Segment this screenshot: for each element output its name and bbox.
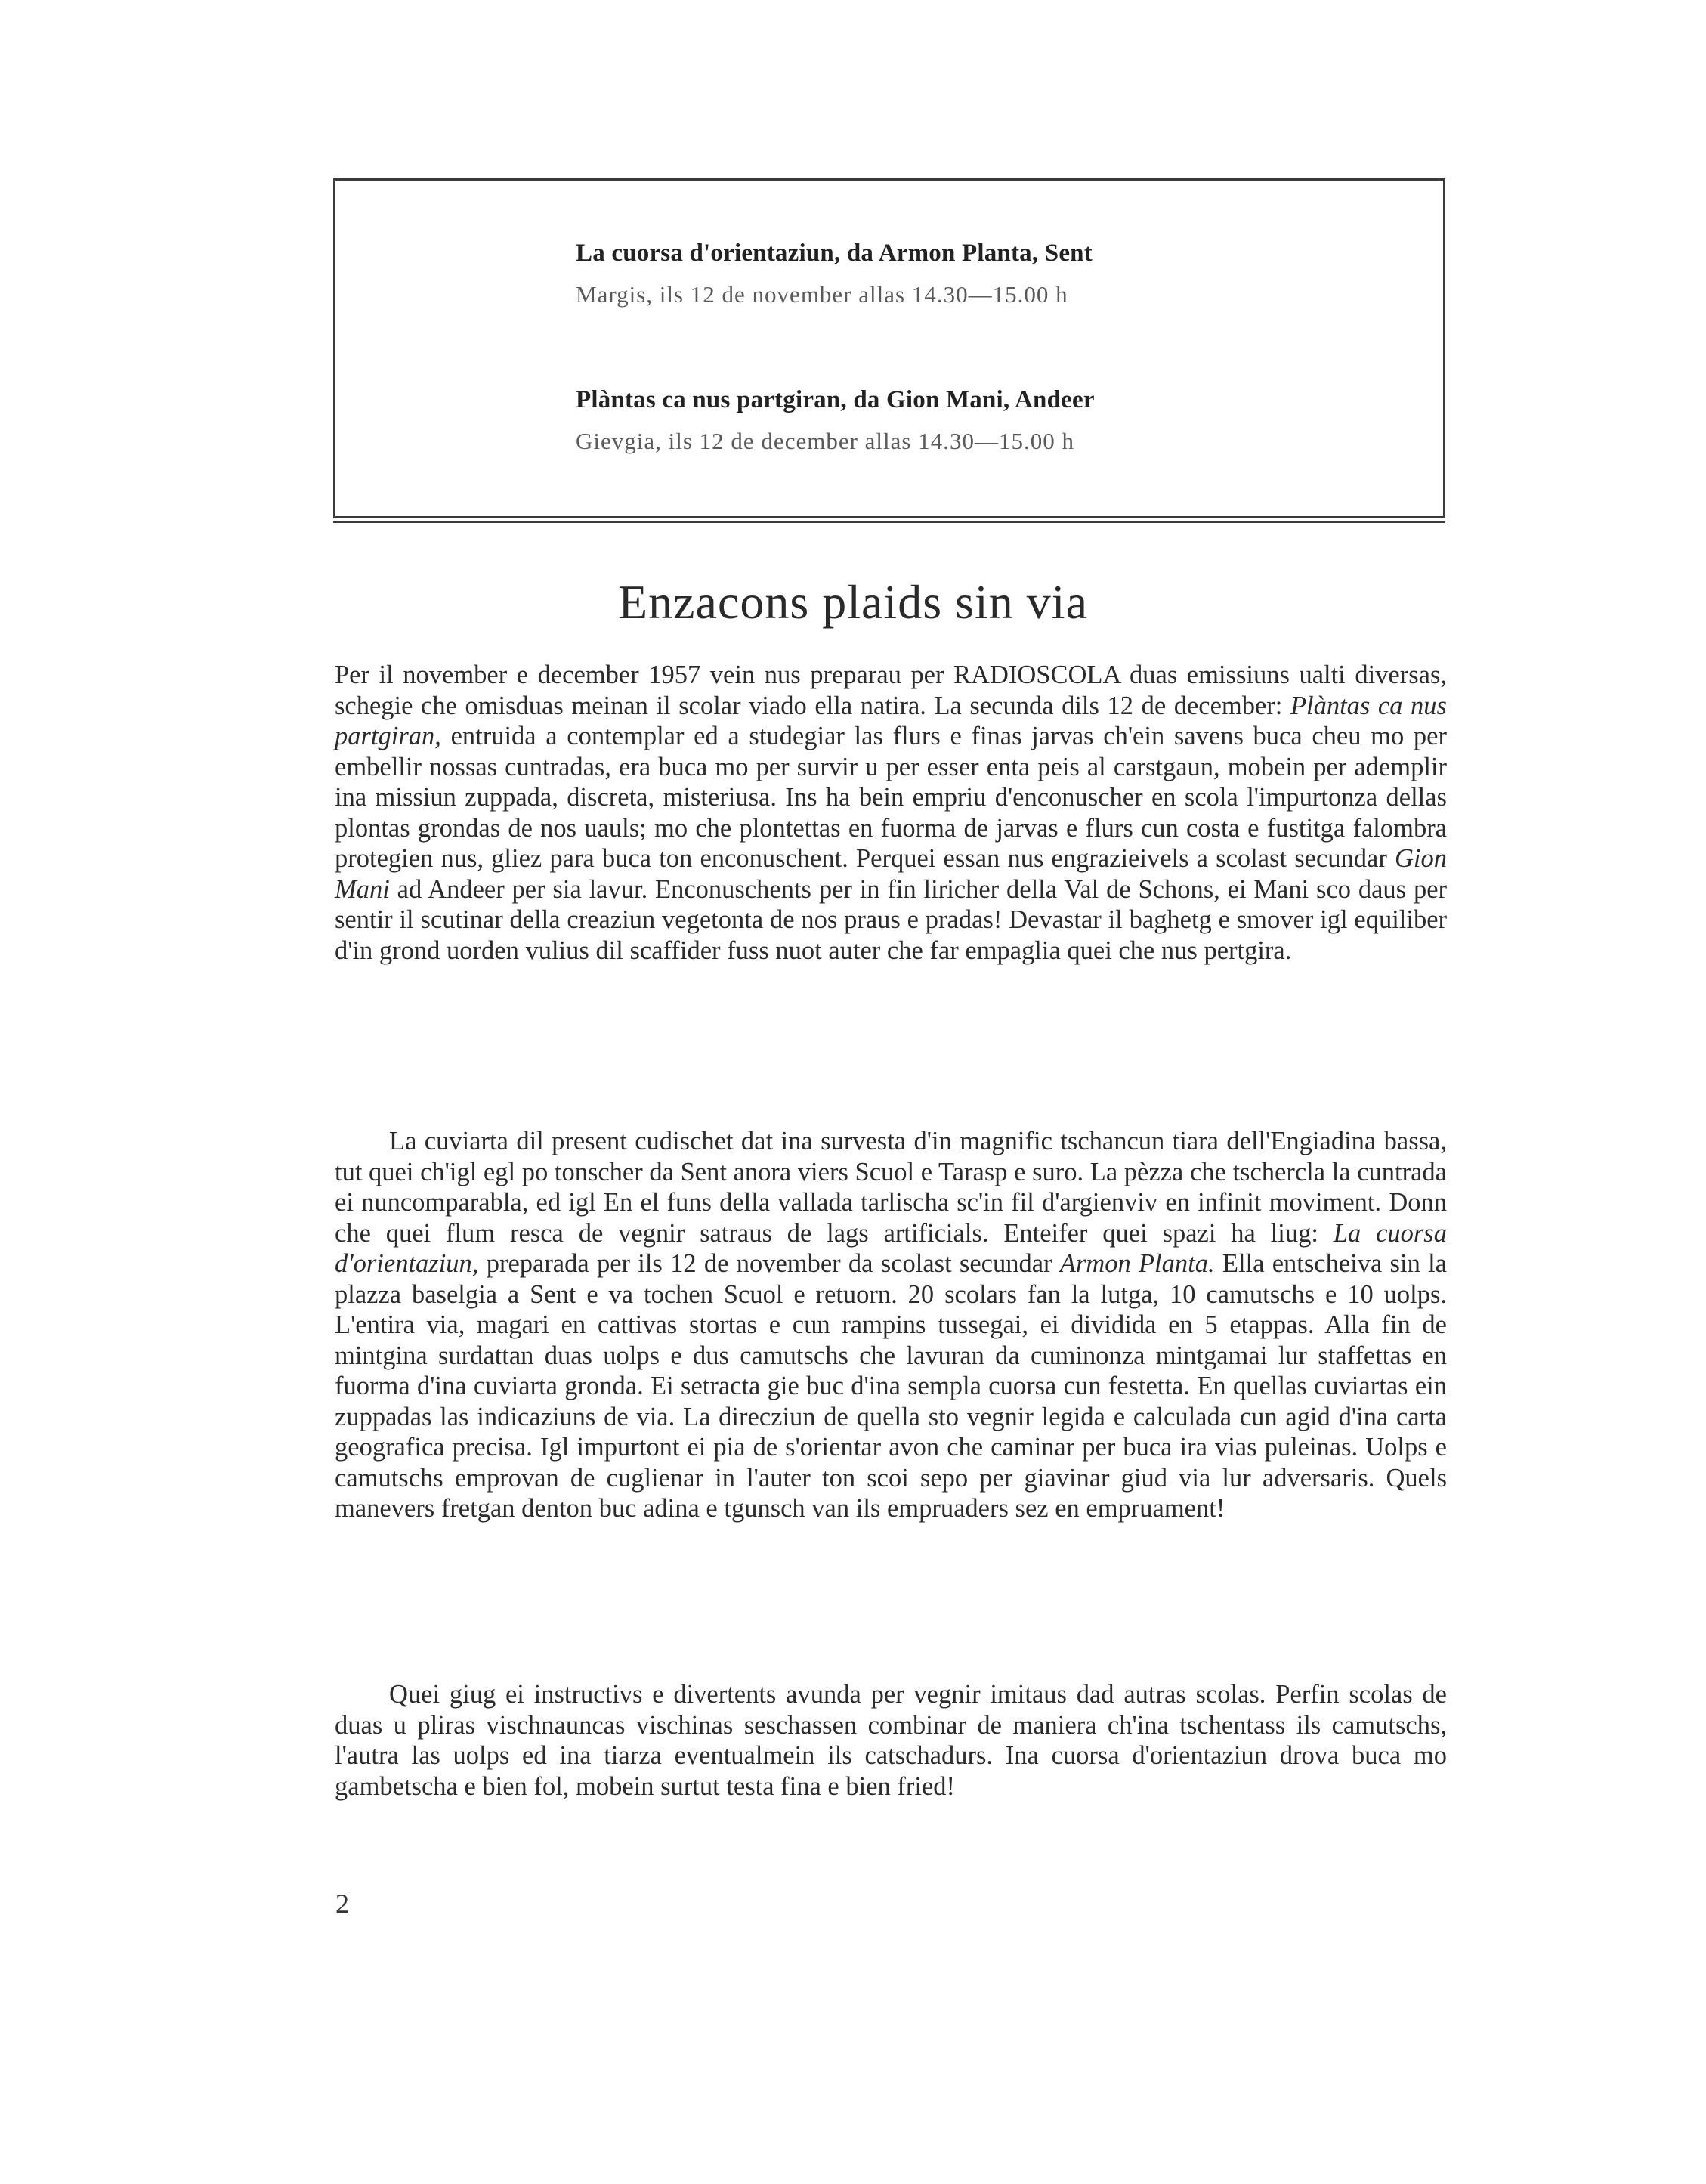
- author-name-italic: Armon Planta.: [1059, 1249, 1215, 1278]
- article-paragraph: [335, 660, 1447, 966]
- program-date: Gievgia, ils 12 de december allas 14.30—15.00 h: [576, 428, 1074, 454]
- program-date: Margis, ils 12 de november allas 14.30—15.00 h: [576, 281, 1068, 308]
- text-run: ad Andeer per sia lavur. Enconuschents per in fin liricher della Val de Schons, ei Mani sco daus per sentir il scutinar della creaziun vegetonta de nos praus e pradas! Devastar il baghetg e smover igl equiliber d'in grond uorden vulius dil scaffider fuss nuot auter che far empaglia quei che nus pertgira.: [335, 874, 1447, 965]
- program-title: Plàntas ca nus partgiran, da Gion Mani, Andeer: [576, 386, 1095, 413]
- text-run: Ella entscheiva sin la plazza baselgia a Sent e va tochen Scuol e retuorn. 20 scolars fan la lutga, 10 camutschs e 10 uolps. L'entira via, magari en cattivas stortas e cun rampins tussegai, ei dividida en 5 etappas. Alla fin de mintgina surdattan duas uolps e dus camutschs che lavuran da cuminonza mintgamai lur staffettas en fuorma d'ina cuviarta gronda. Ei setracta gie buc d'ina sempla cuorsa cun festetta. En quellas cuviartas ein zuppadas las indicaziuns de via. La direcziun de quella sto vegnir legida e calculada cun agid d'ina carta geografica precisa. Igl impurtont ei pia de s'orientar avon che caminar per buca ira vias puleinas. Uolps e camutschs emprovan de cuglienar in l'auter ton scoi sepo per giavinar giud via lur adversaris. Quels manevers fretgan denton buc adina e tgunsch van ils empruaders sez en empruament!: [335, 1249, 1447, 1523]
- program-entry: [576, 240, 1093, 308]
- text-run: preparada per ils 12 de november da scolast secundar: [478, 1249, 1060, 1278]
- text-run: La cuviarta dil present cudischet dat ina survesta d'in magnific tschancun tiara dell'Engiadina bassa, tut quei ch'igl egl po tonscher da Sent anora viers Scuol e Tarasp e suro. La pèzza che tschercla la cuntrada ei nuncomparabla, ed igl En el funs della vallada tarlischa sc'in fil d'argienviv en infinit moviment. Donn che quei flum resca de vegnir satraus de lags artificials. Enteifer quei spazi ha liug:: [335, 1127, 1447, 1248]
- text-run: Per il november e december 1957 vein nus preparau per RADIOSCOLA duas emissiuns ualti diversas, schegie che omisduas meinan il scolar viado ella natira. La secunda dils 12 de december:: [335, 660, 1447, 720]
- page-number: 2: [335, 1889, 349, 1919]
- article-heading: Enzacons plaids sin via: [618, 575, 1088, 629]
- author-name-italic: Gion Mani: [335, 844, 1447, 904]
- program-entry: [576, 386, 1095, 455]
- program-name-italic: La cuorsa d'orientaziun,: [335, 1218, 1447, 1278]
- program-name-italic: Plàntas ca nus partgiran,: [335, 691, 1447, 750]
- broadcast-schedule-box: [333, 178, 1445, 518]
- article-paragraph: [335, 1126, 1447, 1524]
- article-paragraph: Quei giug ei instructivs e divertents avunda per vegnir imitaus dad autras scolas. Perfin scolas de duas u pliras vischnauncas vischinas seschassen combinar de maniera ch'ina tschentass ils camutschs, l'autra las uolps ed ina tiarza eventualmein ils catschadurs. Ina cuorsa d'orientaziun drova buca mo gambetscha e bien fol, mobein surtut testa fina e bien fried!: [335, 1680, 1447, 1801]
- program-title: La cuorsa d'orientaziun, da Armon Planta, Sent: [576, 240, 1093, 267]
- text-run: entruida a contemplar ed a studegiar las flurs e finas jarvas ch'ein savens buca cheu mo per embellir nossas cuntradas, era buca mo per survir u per esser enta peis al carstgaun, mobein per ademplir ina missiun zuppada, discreta, misteriusa. Ins ha bein empriu d'enconuscher en scola l'impurtonza dellas plontas grondas de nos uauls; mo che plontettas en fuorma de jarvas e flurs cun costa e fustitga falombra protegien nus, gliez para buca ton enconuschent. Perquei essan nus engrazieivels a scolast secundar: [335, 722, 1447, 873]
